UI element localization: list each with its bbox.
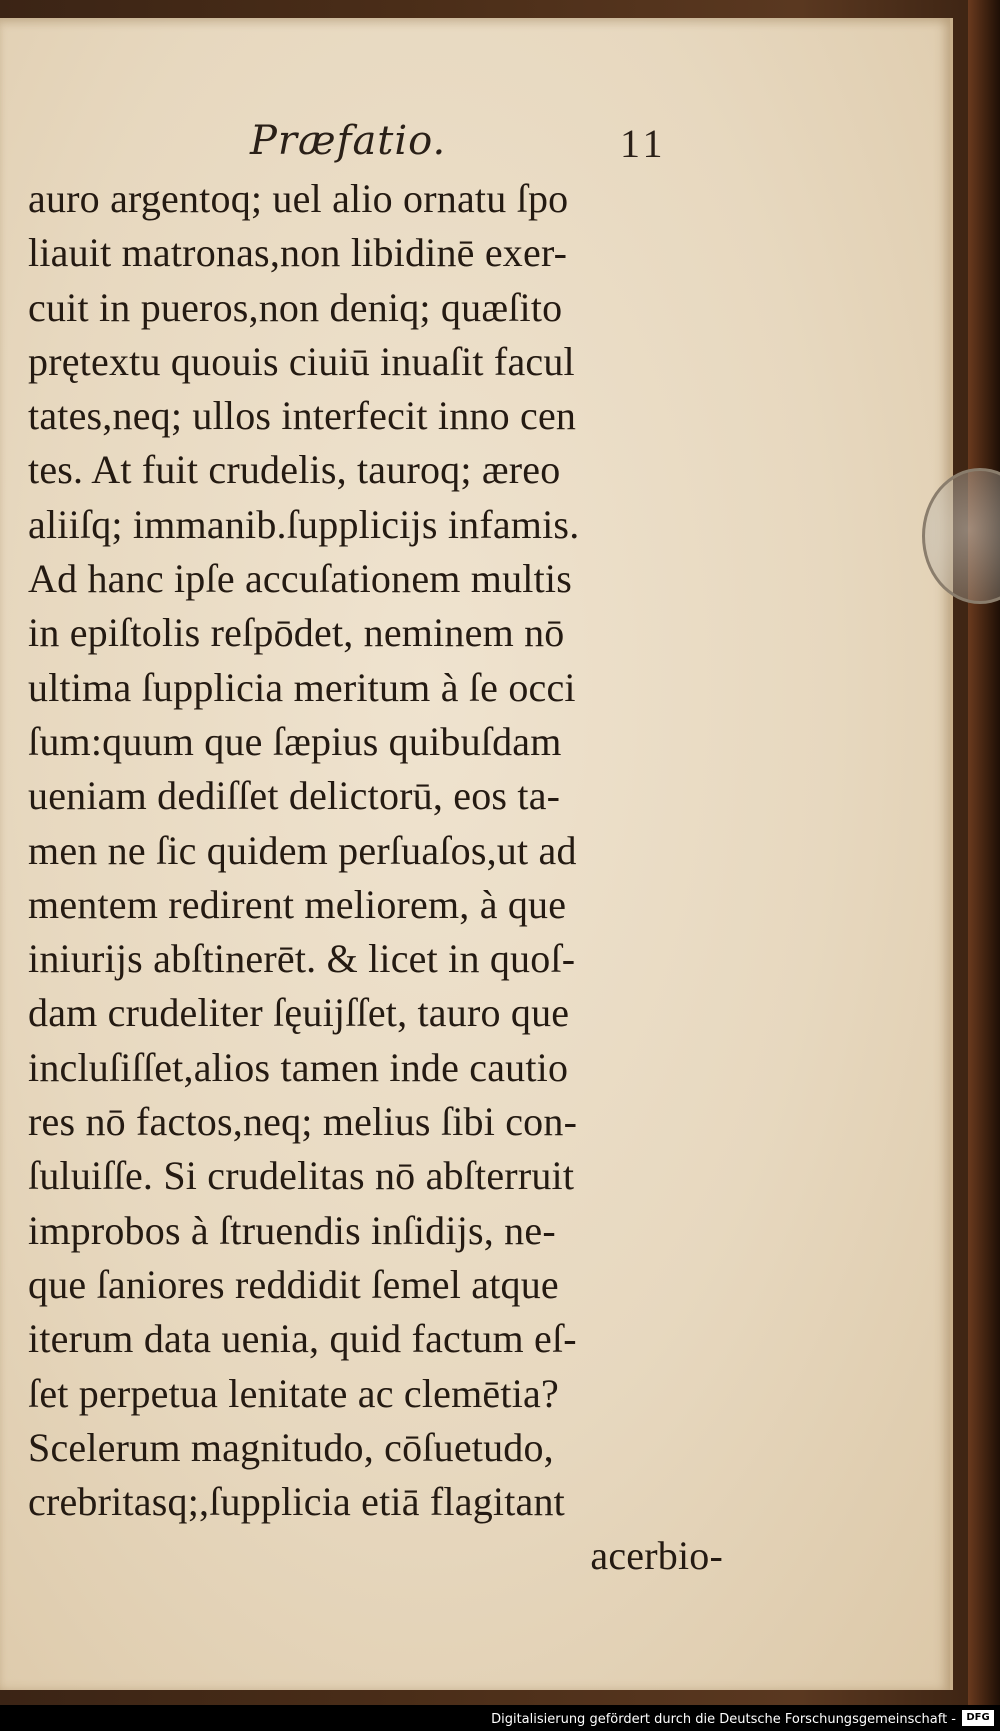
page-header (250, 118, 670, 178)
text-line: Scelerum magnitudo, cōſuetudo, (28, 1424, 554, 1470)
dfg-logo: DFG (962, 1710, 994, 1726)
text-line: dam crudeliter ſęuijſſet, tauro que (28, 990, 570, 1036)
text-line: iterum data uenia, quid factum eſ- (28, 1316, 577, 1362)
book-binding-edge (968, 0, 1000, 1731)
text-line: auro argentoq; uel alio ornatu ſpo (28, 176, 569, 221)
page-number: 11 (620, 121, 667, 166)
footer-credit: Digitalisierung gefördert durch die Deutsche Forschungsgemeinschaft - (491, 1712, 956, 1727)
text-line: in epiſtolis reſpōdet, neminem nō (28, 610, 565, 656)
text-line: ueniam dediſſet delictorū, eos ta- (28, 773, 561, 819)
body-text (28, 172, 728, 1584)
text-line: crebritasq;,ſupplicia etiā flagitant (28, 1479, 565, 1525)
text-line: que ſaniores reddidit ſemel atque (28, 1261, 559, 1307)
text-line: res nō factos,neq; melius ſibi con- (28, 1099, 578, 1145)
text-line: prętextu quouis ciuiū inuaſit facul (28, 338, 575, 384)
text-line: aliiſq; immanib.ſupplicijs infamis. (28, 501, 580, 547)
footer-bar (0, 1705, 1000, 1731)
text-line: ſum:quum que ſæpius quibuſdam (28, 718, 562, 764)
text-line: Ad hanc ipſe accuſationem multis (28, 556, 573, 602)
text-line: ultima ſupplicia meritum à ſe occi (28, 664, 576, 710)
text-line: liauit matronas,non libidinē exer- (28, 230, 568, 276)
text-line: improbos à ſtruendis inſidijs, ne- (28, 1207, 556, 1253)
text-line: iniurijs abſtinerēt. & licet in quoſ- (28, 936, 576, 982)
text-line: cuit in pueros,non deniq; quæſito (28, 284, 563, 330)
text-line: ſet perpetua lenitate ac clemētia? (28, 1370, 559, 1416)
text-line: ſuluiſſe. Si crudelitas nō abſterruit (28, 1153, 575, 1199)
catchword: acerbio- (590, 1533, 723, 1579)
text-line: incluſiſſet,alios tamen inde cautio (28, 1044, 569, 1090)
text-line: tates,neq; ullos interfecit inno cen (28, 393, 577, 439)
text-line: mentem redirent meliorem, à que (28, 881, 567, 927)
text-line: tes. At fuit crudelis, tauroq; æreo (28, 447, 561, 493)
text-line: men ne ſic quidem perſuaſos,ut ad (28, 827, 577, 873)
running-head: Præfatio. (250, 118, 447, 164)
